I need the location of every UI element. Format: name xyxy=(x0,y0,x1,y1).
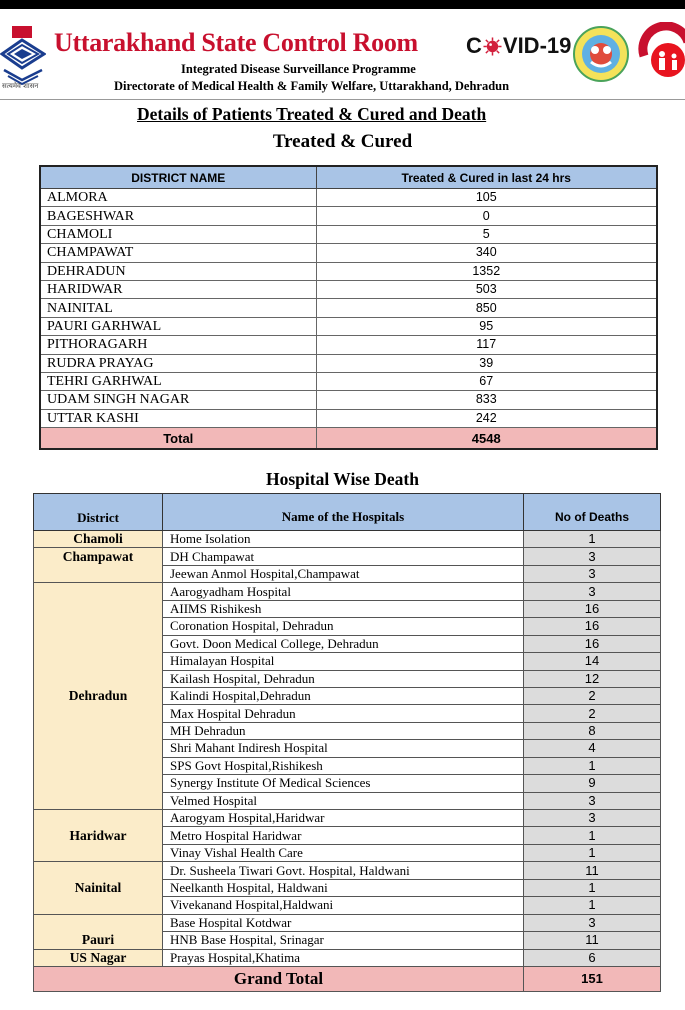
district-cell: Dehradun xyxy=(34,687,163,704)
table-row xyxy=(34,618,661,635)
death-count-cell: 3 xyxy=(524,792,661,809)
district-cell xyxy=(34,722,163,739)
district-cell xyxy=(34,792,163,809)
district-cell xyxy=(34,635,163,652)
hospital-name-cell: Jeewan Anmol Hospital,Champawat xyxy=(163,565,524,582)
national-health-mission-logo-icon xyxy=(638,22,685,92)
emblem-caption: सत्यमेव शासन xyxy=(2,82,39,90)
hospital-name-cell: MH Dehradun xyxy=(163,722,524,739)
column-header-hospital: Name of the Hospitals xyxy=(163,494,524,531)
district-cell: US Nagar xyxy=(34,949,163,966)
table-row xyxy=(34,844,661,861)
death-count-cell: 16 xyxy=(524,635,661,652)
death-count-cell: 1 xyxy=(524,879,661,896)
hospital-wise-death-title: Hospital Wise Death xyxy=(266,469,419,489)
total-row xyxy=(40,428,657,450)
column-header-district: DISTRICT NAME xyxy=(40,166,316,189)
table-row xyxy=(40,409,657,427)
death-count-cell: 11 xyxy=(524,862,661,879)
treated-cured-count-cell: 833 xyxy=(316,391,657,409)
health-mission-logo-icon xyxy=(573,26,629,82)
district-cell xyxy=(34,810,163,827)
district-cell xyxy=(34,705,163,722)
column-header-treated-cured: Treated & Cured in last 24 hrs xyxy=(316,166,657,189)
district-name-cell: NAINITAL xyxy=(40,299,316,317)
district-cell: Pauri xyxy=(34,932,163,949)
top-black-bar xyxy=(0,0,685,9)
table-row xyxy=(34,792,661,809)
table-row xyxy=(40,225,657,243)
table-row xyxy=(34,531,661,548)
district-cell xyxy=(34,670,163,687)
covid-19-logo xyxy=(466,33,571,59)
table-row xyxy=(34,810,661,827)
death-count-cell: 3 xyxy=(524,548,661,565)
treated-cured-count-cell: 39 xyxy=(316,354,657,372)
treated-cured-count-cell: 1352 xyxy=(316,262,657,280)
header-divider xyxy=(0,99,685,100)
death-count-cell: 2 xyxy=(524,687,661,704)
table-row xyxy=(40,391,657,409)
table-row xyxy=(34,827,661,844)
hospital-name-cell: SPS Govt Hospital,Rishikesh xyxy=(163,757,524,774)
table-row xyxy=(34,583,661,600)
district-cell xyxy=(34,583,163,600)
district-name-cell: UDAM SINGH NAGAR xyxy=(40,391,316,409)
hospital-name-cell: Neelkanth Hospital, Haldwani xyxy=(163,879,524,896)
table-row xyxy=(40,372,657,390)
treated-cured-table xyxy=(39,165,658,450)
grand-total-value: 151 xyxy=(524,966,661,991)
hospital-name-cell: Vinay Vishal Health Care xyxy=(163,844,524,861)
table-row xyxy=(40,207,657,225)
document-heading: Details of Patients Treated & Cured and Death xyxy=(137,104,487,124)
district-cell xyxy=(34,740,163,757)
death-count-cell: 3 xyxy=(524,914,661,931)
death-count-cell: 11 xyxy=(524,932,661,949)
hospital-name-cell: Metro Hospital Haridwar xyxy=(163,827,524,844)
hospital-name-cell: Coronation Hospital, Dehradun xyxy=(163,618,524,635)
hospital-name-cell: Velmed Hospital xyxy=(163,792,524,809)
death-count-cell: 1 xyxy=(524,531,661,548)
table-header-row xyxy=(40,166,657,189)
table-row xyxy=(34,914,661,931)
hospital-name-cell: AIIMS Rishikesh xyxy=(163,600,524,617)
district-name-cell: HARIDWAR xyxy=(40,280,316,298)
hospital-name-cell: DH Champawat xyxy=(163,548,524,565)
table-row xyxy=(40,189,657,207)
hospital-name-cell: Kalindi Hospital,Dehradun xyxy=(163,687,524,704)
treated-cured-count-cell: 0 xyxy=(316,207,657,225)
district-cell xyxy=(34,653,163,670)
death-count-cell: 3 xyxy=(524,810,661,827)
district-cell xyxy=(34,565,163,582)
table-row xyxy=(40,262,657,280)
grand-total-label: Grand Total xyxy=(34,966,524,991)
treated-cured-count-cell: 5 xyxy=(316,225,657,243)
table-row xyxy=(34,862,661,879)
table-row xyxy=(34,879,661,896)
death-count-cell: 16 xyxy=(524,618,661,635)
death-count-cell: 1 xyxy=(524,897,661,914)
hospital-death-table xyxy=(33,493,661,992)
table-row xyxy=(40,244,657,262)
district-name-cell: BAGESHWAR xyxy=(40,207,316,225)
death-count-cell: 8 xyxy=(524,722,661,739)
district-cell xyxy=(34,618,163,635)
district-cell xyxy=(34,757,163,774)
district-cell: Nainital xyxy=(34,879,163,896)
grand-total-row xyxy=(34,966,661,991)
table-row xyxy=(34,757,661,774)
table-row xyxy=(34,775,661,792)
table-row xyxy=(34,565,661,582)
hospital-name-cell: Aarogyam Hospital,Haridwar xyxy=(163,810,524,827)
hospital-name-cell: Kailash Hospital, Dehradun xyxy=(163,670,524,687)
table-row xyxy=(40,354,657,372)
virus-icon xyxy=(483,37,502,56)
table-row xyxy=(40,336,657,354)
column-header-district: District xyxy=(34,494,163,531)
treated-cured-count-cell: 117 xyxy=(316,336,657,354)
hospital-name-cell: Shri Mahant Indiresh Hospital xyxy=(163,740,524,757)
table-row xyxy=(34,949,661,966)
treated-cured-count-cell: 340 xyxy=(316,244,657,262)
hospital-name-cell: Vivekanand Hospital,Haldwani xyxy=(163,897,524,914)
hospital-name-cell: Aarogyadham Hospital xyxy=(163,583,524,600)
treated-cured-count-cell: 850 xyxy=(316,299,657,317)
district-name-cell: ALMORA xyxy=(40,189,316,207)
table-row xyxy=(34,687,661,704)
death-count-cell: 6 xyxy=(524,949,661,966)
table-row xyxy=(40,317,657,335)
hospital-name-cell: HNB Base Hospital, Srinagar xyxy=(163,932,524,949)
district-cell xyxy=(34,862,163,879)
treated-cured-count-cell: 95 xyxy=(316,317,657,335)
district-cell xyxy=(34,600,163,617)
treated-cured-count-cell: 67 xyxy=(316,372,657,390)
table-row xyxy=(34,932,661,949)
district-cell: Champawat xyxy=(34,548,163,565)
death-count-cell: 12 xyxy=(524,670,661,687)
table-row xyxy=(34,653,661,670)
programme-subtitle: Integrated Disease Surveillance Programme xyxy=(181,62,416,76)
table-row xyxy=(34,897,661,914)
death-count-cell: 1 xyxy=(524,844,661,861)
covid-logo-prefix: C xyxy=(466,33,482,58)
death-count-cell: 1 xyxy=(524,827,661,844)
district-name-cell: CHAMOLI xyxy=(40,225,316,243)
table-row xyxy=(34,670,661,687)
death-count-cell: 1 xyxy=(524,757,661,774)
treated-cured-count-cell: 105 xyxy=(316,189,657,207)
district-name-cell: DEHRADUN xyxy=(40,262,316,280)
hospital-name-cell: Himalayan Hospital xyxy=(163,653,524,670)
total-label: Total xyxy=(40,428,316,450)
covid-logo-suffix: VID-19 xyxy=(502,33,572,58)
death-count-cell: 3 xyxy=(524,583,661,600)
district-name-cell: TEHRI GARHWAL xyxy=(40,372,316,390)
treated-cured-count-cell: 503 xyxy=(316,280,657,298)
district-name-cell: RUDRA PRAYAG xyxy=(40,354,316,372)
death-count-cell: 14 xyxy=(524,653,661,670)
district-cell xyxy=(34,844,163,861)
table-row xyxy=(40,299,657,317)
death-count-cell: 9 xyxy=(524,775,661,792)
death-count-cell: 4 xyxy=(524,740,661,757)
district-name-cell: CHAMPAWAT xyxy=(40,244,316,262)
treated-cured-count-cell: 242 xyxy=(316,409,657,427)
district-cell xyxy=(34,897,163,914)
district-name-cell: UTTAR KASHI xyxy=(40,409,316,427)
hospital-name-cell: Govt. Doon Medical College, Dehradun xyxy=(163,635,524,652)
table-row xyxy=(34,600,661,617)
treated-cured-title: Treated & Cured xyxy=(272,131,413,152)
hospital-name-cell: Max Hospital Dehradun xyxy=(163,705,524,722)
page-title: Uttarakhand State Control Room xyxy=(54,28,418,57)
district-cell: Chamoli xyxy=(34,531,163,548)
table-header-row xyxy=(34,494,661,531)
table-row xyxy=(34,740,661,757)
district-cell: Haridwar xyxy=(34,827,163,844)
death-count-cell: 16 xyxy=(524,600,661,617)
district-name-cell: PAURI GARHWAL xyxy=(40,317,316,335)
district-name-cell: PITHORAGARH xyxy=(40,336,316,354)
table-row xyxy=(34,705,661,722)
table-row xyxy=(34,635,661,652)
directorate-subtitle: Directorate of Medical Health & Family Welfare, Uttarakhand, Dehradun xyxy=(114,79,510,93)
table-row xyxy=(34,722,661,739)
death-count-cell: 3 xyxy=(524,565,661,582)
district-cell xyxy=(34,914,163,931)
hospital-name-cell: Dr. Susheela Tiwari Govt. Hospital, Haldwani xyxy=(163,862,524,879)
table-row xyxy=(34,548,661,565)
hospital-name-cell: Synergy Institute Of Medical Sciences xyxy=(163,775,524,792)
column-header-deaths: No of Deaths xyxy=(524,494,661,531)
district-cell xyxy=(34,775,163,792)
hospital-name-cell: Home Isolation xyxy=(163,531,524,548)
hospital-name-cell: Prayas Hospital,Khatima xyxy=(163,949,524,966)
hospital-name-cell: Base Hospital Kotdwar xyxy=(163,914,524,931)
total-value: 4548 xyxy=(316,428,657,450)
death-count-cell: 2 xyxy=(524,705,661,722)
table-row xyxy=(40,280,657,298)
